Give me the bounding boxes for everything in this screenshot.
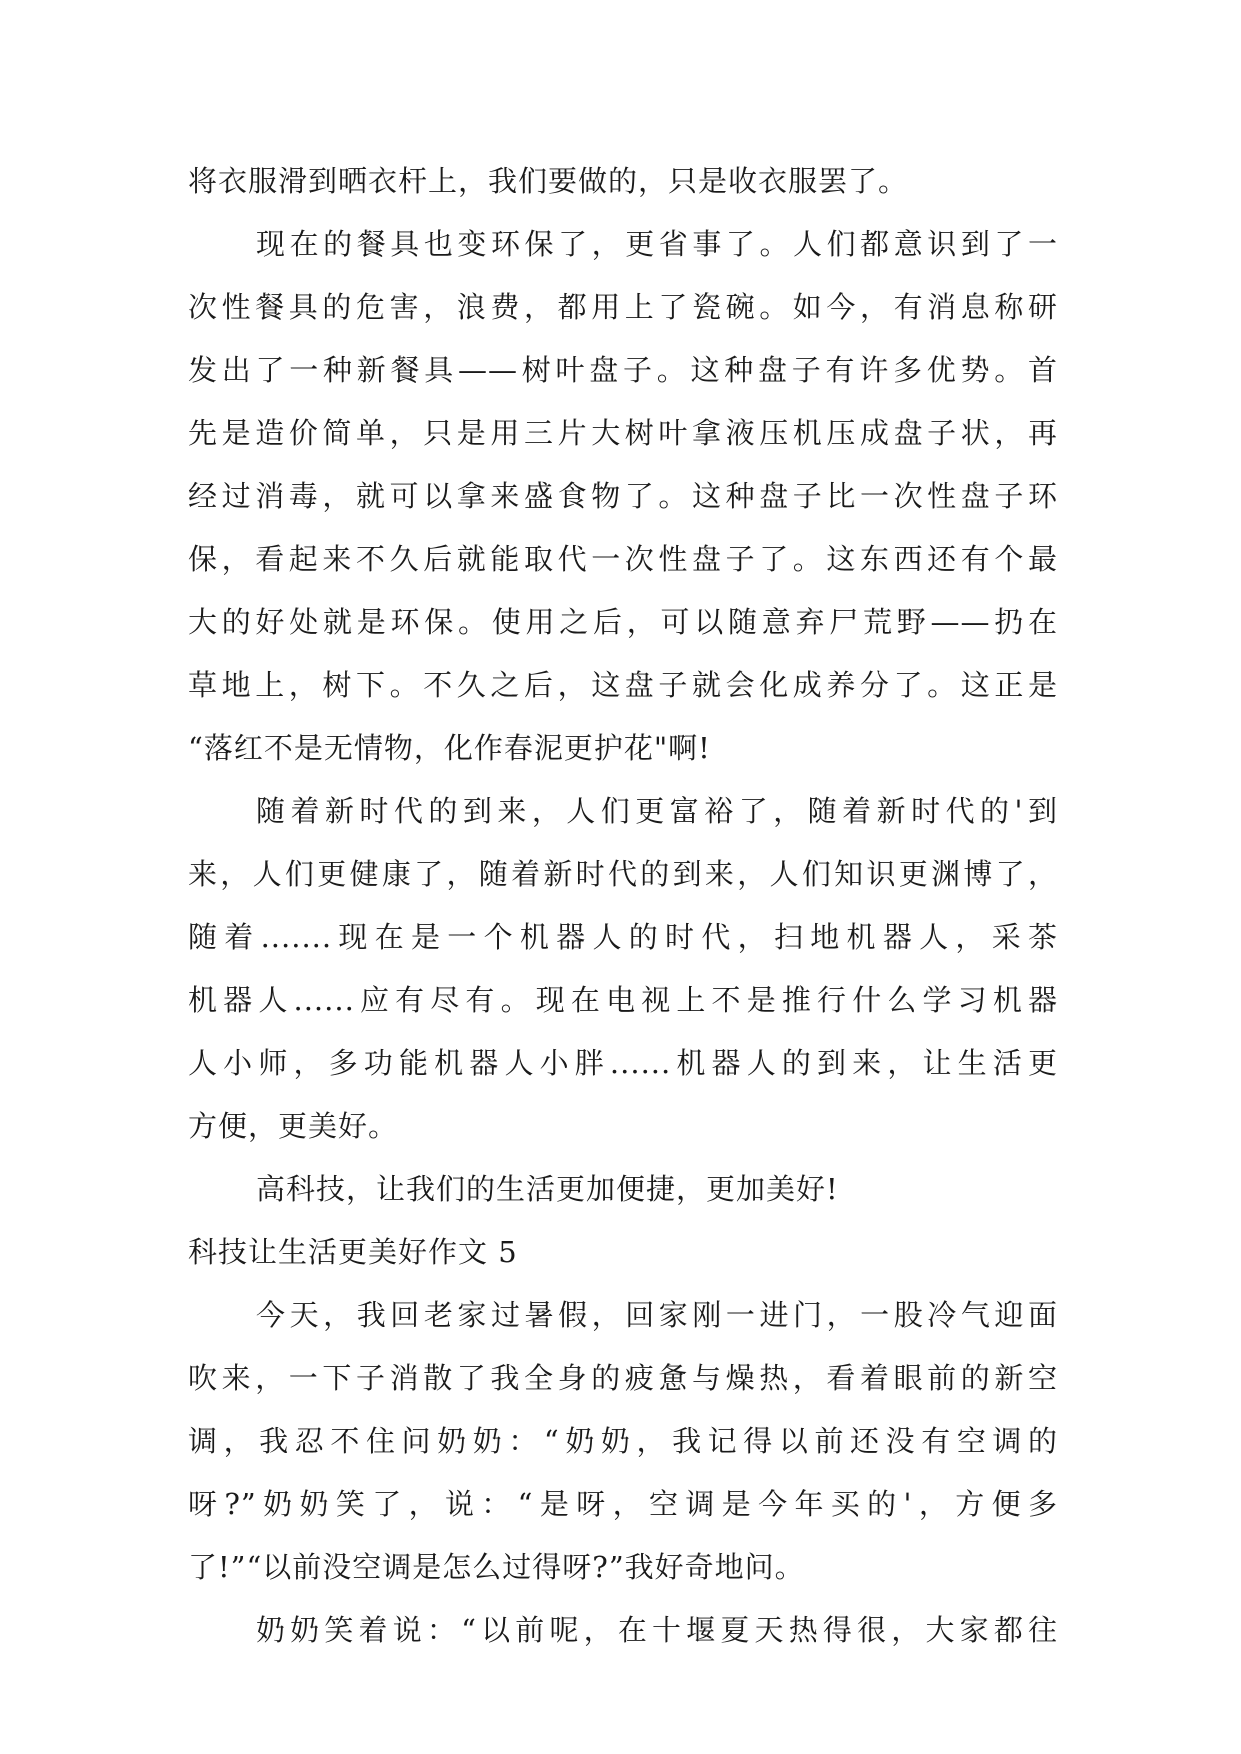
text-line: 呀?”奶奶笑了，说：“是呀，空调是今年买的'，方便多 <box>188 1487 1058 1521</box>
paragraph-start-line: 今天，我回老家过暑假，回家刚一进门，一股冷气迎面 <box>256 1298 1058 1332</box>
text-line: 了!”“以前没空调是怎么过得呀?”我好奇地问。 <box>188 1550 805 1584</box>
document-body <box>188 150 1058 1662</box>
text-line: 吹来，一下子消散了我全身的疲惫与燥热，看着眼前的新空 <box>188 1361 1058 1395</box>
paragraph-start-line: 奶奶笑着说：“以前呢，在十堰夏天热得很，大家都往 <box>256 1613 1058 1647</box>
text-line: 方便，更美好。 <box>188 1109 399 1143</box>
text-line: 随着.......现在是一个机器人的时代，扫地机器人，采茶 <box>188 920 1058 954</box>
text-line: 经过消毒，就可以拿来盛食物了。这种盘子比一次性盘子环 <box>188 479 1058 513</box>
paragraph-start-line: 现在的餐具也变环保了，更省事了。人们都意识到了一 <box>256 227 1058 261</box>
text-line: 人小师，多功能机器人小胖......机器人的到来，让生活更 <box>188 1046 1058 1080</box>
text-line: 将衣服滑到晒衣杆上，我们要做的，只是收衣服罢了。 <box>188 164 909 198</box>
text-line: “落红不是无情物，化作春泥更护花"啊! <box>188 731 711 765</box>
text-line: 来，人们更健康了，随着新时代的到来，人们知识更渊博了， <box>188 857 1058 891</box>
text-line: 次性餐具的危害，浪费，都用上了瓷碗。如今，有消息称研 <box>188 290 1058 324</box>
paragraph-start-line: 随着新时代的到来，人们更富裕了，随着新时代的'到 <box>256 794 1058 828</box>
text-line: 机器人......应有尽有。现在电视上不是推行什么学习机器 <box>188 983 1058 1017</box>
text-line: 保，看起来不久后就能取代一次性盘子了。这东西还有个最 <box>188 542 1058 576</box>
text-line: 草地上，树下。不久之后，这盘子就会化成养分了。这正是 <box>188 668 1058 702</box>
text-line: 大的好处就是环保。使用之后，可以随意弃尸荒野——扔在 <box>188 605 1058 639</box>
text-line: 先是造价简单，只是用三片大树叶拿液压机压成盘子状，再 <box>188 416 1058 450</box>
paragraph-start-line: 高科技，让我们的生活更加便捷，更加美好! <box>256 1172 839 1206</box>
section-heading: 科技让生活更美好作文 5 <box>188 1235 518 1269</box>
text-line: 调，我忍不住问奶奶：“奶奶，我记得以前还没有空调的 <box>188 1424 1058 1458</box>
text-line: 发出了一种新餐具——树叶盘子。这种盘子有许多优势。首 <box>188 353 1058 387</box>
